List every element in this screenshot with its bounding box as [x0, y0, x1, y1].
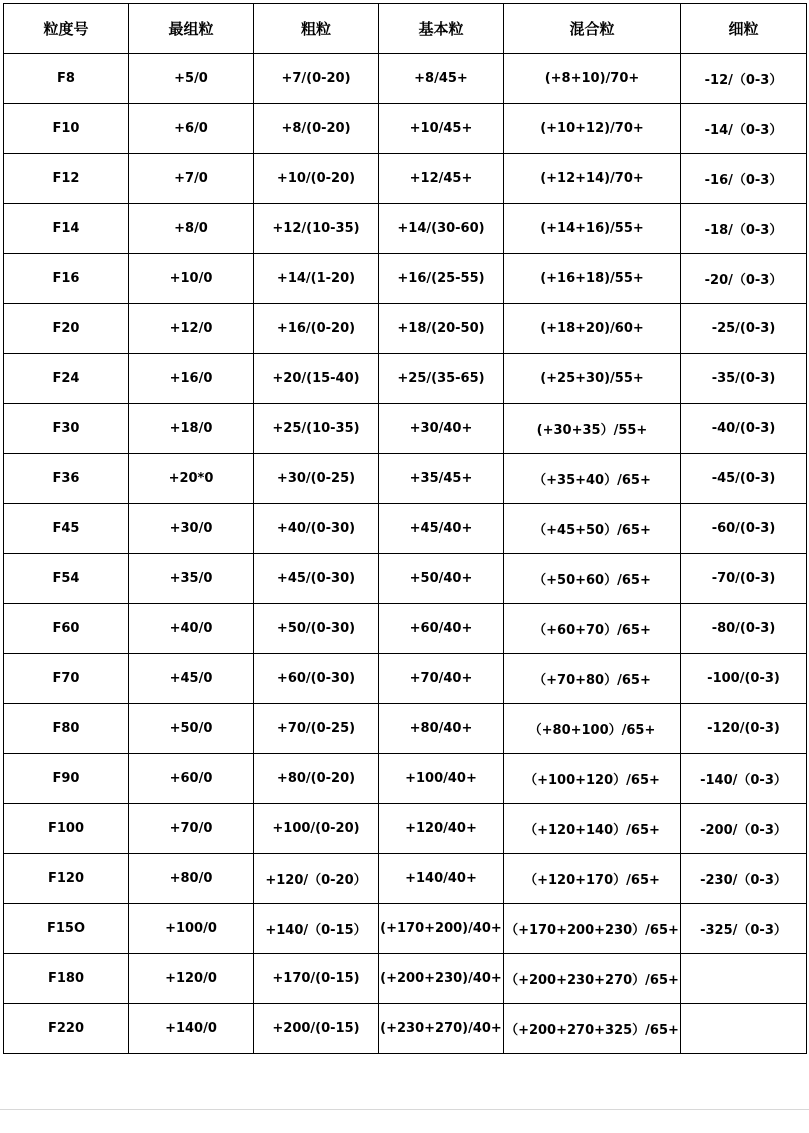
fine-grain-cell	[681, 954, 807, 1004]
mixed-grain-cell: （+200+270+325）/65+	[504, 1004, 681, 1054]
coarse-grain-cell: +140/（0-15）	[254, 904, 379, 954]
coarse-grain-cell: +50/(0-30)	[254, 604, 379, 654]
mixed-grain-cell: （+200+230+270）/65+	[504, 954, 681, 1004]
header-grit-number: 粒度号	[4, 4, 129, 54]
mixed-grain-cell: (+8+10)/70+	[504, 54, 681, 104]
coarsest-grain-cell: +12/0	[129, 304, 254, 354]
coarse-grain-cell: +10/(0-20)	[254, 154, 379, 204]
coarsest-grain-cell: +30/0	[129, 504, 254, 554]
fine-grain-cell: -120/(0-3)	[681, 704, 807, 754]
fine-grain-cell: -35/(0-3)	[681, 354, 807, 404]
grit-number-cell: F100	[4, 804, 129, 854]
mixed-grain-cell: （+80+100）/65+	[504, 704, 681, 754]
grit-number-cell: F120	[4, 854, 129, 904]
fine-grain-cell: -12/（0-3）	[681, 54, 807, 104]
table-row	[4, 454, 807, 504]
coarse-grain-cell: +25/(10-35)	[254, 404, 379, 454]
table-row	[4, 154, 807, 204]
grit-number-cell: F8	[4, 54, 129, 104]
basic-grain-cell: +30/40+	[379, 404, 504, 454]
table-body	[4, 54, 807, 1054]
table-row	[4, 704, 807, 754]
basic-grain-cell: (+200+230)/40+	[379, 954, 504, 1004]
table-header-row	[4, 4, 807, 54]
grit-number-cell: F60	[4, 604, 129, 654]
fine-grain-cell: -16/（0-3）	[681, 154, 807, 204]
coarse-grain-cell: +200/(0-15)	[254, 1004, 379, 1054]
table-row	[4, 804, 807, 854]
coarsest-grain-cell: +16/0	[129, 354, 254, 404]
mixed-grain-cell: （+100+120）/65+	[504, 754, 681, 804]
fine-grain-cell: -20/（0-3）	[681, 254, 807, 304]
fine-grain-cell: -45/(0-3)	[681, 454, 807, 504]
grit-number-cell: F180	[4, 954, 129, 1004]
coarse-grain-cell: +16/(0-20)	[254, 304, 379, 354]
mixed-grain-cell: （+170+200+230）/65+	[504, 904, 681, 954]
coarsest-grain-cell: +18/0	[129, 404, 254, 454]
table-row	[4, 604, 807, 654]
grit-number-cell: F90	[4, 754, 129, 804]
grit-number-cell: F220	[4, 1004, 129, 1054]
fine-grain-cell: -25/(0-3)	[681, 304, 807, 354]
footer-divider	[0, 1109, 809, 1110]
grit-number-cell: F80	[4, 704, 129, 754]
coarsest-grain-cell: +50/0	[129, 704, 254, 754]
grit-number-cell: F14	[4, 204, 129, 254]
basic-grain-cell: +120/40+	[379, 804, 504, 854]
coarse-grain-cell: +30/(0-25)	[254, 454, 379, 504]
coarsest-grain-cell: +45/0	[129, 654, 254, 704]
coarsest-grain-cell: +20*0	[129, 454, 254, 504]
table-row	[4, 654, 807, 704]
coarsest-grain-cell: +120/0	[129, 954, 254, 1004]
header-mixed-grain: 混合粒	[504, 4, 681, 54]
grit-number-cell: F10	[4, 104, 129, 154]
basic-grain-cell: +16/(25-55)	[379, 254, 504, 304]
header-basic-grain: 基本粒	[379, 4, 504, 54]
header-coarsest-grain: 最组粒	[129, 4, 254, 54]
mixed-grain-cell: (+10+12)/70+	[504, 104, 681, 154]
coarse-grain-cell: +8/(0-20)	[254, 104, 379, 154]
table-row	[4, 754, 807, 804]
table-row	[4, 404, 807, 454]
table-row	[4, 104, 807, 154]
basic-grain-cell: +100/40+	[379, 754, 504, 804]
mixed-grain-cell: （+120+170）/65+	[504, 854, 681, 904]
coarsest-grain-cell: +8/0	[129, 204, 254, 254]
fine-grain-cell: -18/（0-3）	[681, 204, 807, 254]
coarse-grain-cell: +7/(0-20)	[254, 54, 379, 104]
basic-grain-cell: +8/45+	[379, 54, 504, 104]
mixed-grain-cell: （+35+40）/65+	[504, 454, 681, 504]
table-row	[4, 904, 807, 954]
coarsest-grain-cell: +100/0	[129, 904, 254, 954]
fine-grain-cell: -140/（0-3）	[681, 754, 807, 804]
mixed-grain-cell: (+18+20)/60+	[504, 304, 681, 354]
grit-number-cell: F30	[4, 404, 129, 454]
fine-grain-cell: -60/(0-3)	[681, 504, 807, 554]
basic-grain-cell: +60/40+	[379, 604, 504, 654]
basic-grain-cell: +35/45+	[379, 454, 504, 504]
mixed-grain-cell: (+14+16)/55+	[504, 204, 681, 254]
header-fine-grain: 细粒	[681, 4, 807, 54]
fine-grain-cell: -200/（0-3）	[681, 804, 807, 854]
fine-grain-cell: -100/(0-3)	[681, 654, 807, 704]
grit-number-cell: F36	[4, 454, 129, 504]
basic-grain-cell: +14/(30-60)	[379, 204, 504, 254]
mixed-grain-cell: （+60+70）/65+	[504, 604, 681, 654]
coarse-grain-cell: +14/(1-20)	[254, 254, 379, 304]
basic-grain-cell: +25/(35-65)	[379, 354, 504, 404]
basic-grain-cell: +140/40+	[379, 854, 504, 904]
grit-number-cell: F16	[4, 254, 129, 304]
mixed-grain-cell: （+50+60）/65+	[504, 554, 681, 604]
coarsest-grain-cell: +7/0	[129, 154, 254, 204]
basic-grain-cell: +12/45+	[379, 154, 504, 204]
coarsest-grain-cell: +140/0	[129, 1004, 254, 1054]
mixed-grain-cell: （+120+140）/65+	[504, 804, 681, 854]
table-row	[4, 854, 807, 904]
coarse-grain-cell: +60/(0-30)	[254, 654, 379, 704]
coarsest-grain-cell: +60/0	[129, 754, 254, 804]
grit-number-cell: F54	[4, 554, 129, 604]
mixed-grain-cell: (+25+30)/55+	[504, 354, 681, 404]
mixed-grain-cell: （+70+80）/65+	[504, 654, 681, 704]
grit-number-cell: F12	[4, 154, 129, 204]
coarsest-grain-cell: +40/0	[129, 604, 254, 654]
coarsest-grain-cell: +35/0	[129, 554, 254, 604]
coarse-grain-cell: +20/(15-40)	[254, 354, 379, 404]
coarse-grain-cell: +70/(0-25)	[254, 704, 379, 754]
grit-number-cell: F24	[4, 354, 129, 404]
table-row	[4, 504, 807, 554]
coarsest-grain-cell: +10/0	[129, 254, 254, 304]
table-row	[4, 1004, 807, 1054]
header-coarse-grain: 粗粒	[254, 4, 379, 54]
fine-grain-cell: -40/(0-3)	[681, 404, 807, 454]
coarse-grain-cell: +12/(10-35)	[254, 204, 379, 254]
basic-grain-cell: (+230+270)/40+	[379, 1004, 504, 1054]
mixed-grain-cell: (+12+14)/70+	[504, 154, 681, 204]
basic-grain-cell: +70/40+	[379, 654, 504, 704]
coarse-grain-cell: +170/(0-15)	[254, 954, 379, 1004]
basic-grain-cell: +10/45+	[379, 104, 504, 154]
fine-grain-cell: -325/（0-3）	[681, 904, 807, 954]
coarse-grain-cell: +45/(0-30)	[254, 554, 379, 604]
fine-grain-cell: -70/(0-3)	[681, 554, 807, 604]
grit-number-cell: F45	[4, 504, 129, 554]
mixed-grain-cell: (+16+18)/55+	[504, 254, 681, 304]
table-row	[4, 204, 807, 254]
fine-grain-cell: -14/（0-3）	[681, 104, 807, 154]
coarse-grain-cell: +120/（0-20）	[254, 854, 379, 904]
coarse-grain-cell: +80/(0-20)	[254, 754, 379, 804]
grit-size-table	[3, 3, 807, 1054]
coarsest-grain-cell: +6/0	[129, 104, 254, 154]
table-row	[4, 254, 807, 304]
fine-grain-cell: -230/（0-3）	[681, 854, 807, 904]
basic-grain-cell: (+170+200)/40+	[379, 904, 504, 954]
basic-grain-cell: +45/40+	[379, 504, 504, 554]
table-row	[4, 554, 807, 604]
mixed-grain-cell: （+45+50）/65+	[504, 504, 681, 554]
table-row	[4, 304, 807, 354]
mixed-grain-cell: (+30+35）/55+	[504, 404, 681, 454]
table-row	[4, 54, 807, 104]
grit-number-cell: F70	[4, 654, 129, 704]
basic-grain-cell: +80/40+	[379, 704, 504, 754]
coarse-grain-cell: +40/(0-30)	[254, 504, 379, 554]
fine-grain-cell: -80/(0-3)	[681, 604, 807, 654]
grit-number-cell: F20	[4, 304, 129, 354]
coarsest-grain-cell: +80/0	[129, 854, 254, 904]
coarsest-grain-cell: +70/0	[129, 804, 254, 854]
table-row	[4, 954, 807, 1004]
coarse-grain-cell: +100/(0-20)	[254, 804, 379, 854]
coarsest-grain-cell: +5/0	[129, 54, 254, 104]
table-row	[4, 354, 807, 404]
fine-grain-cell	[681, 1004, 807, 1054]
basic-grain-cell: +18/(20-50)	[379, 304, 504, 354]
grit-number-cell: F15O	[4, 904, 129, 954]
basic-grain-cell: +50/40+	[379, 554, 504, 604]
